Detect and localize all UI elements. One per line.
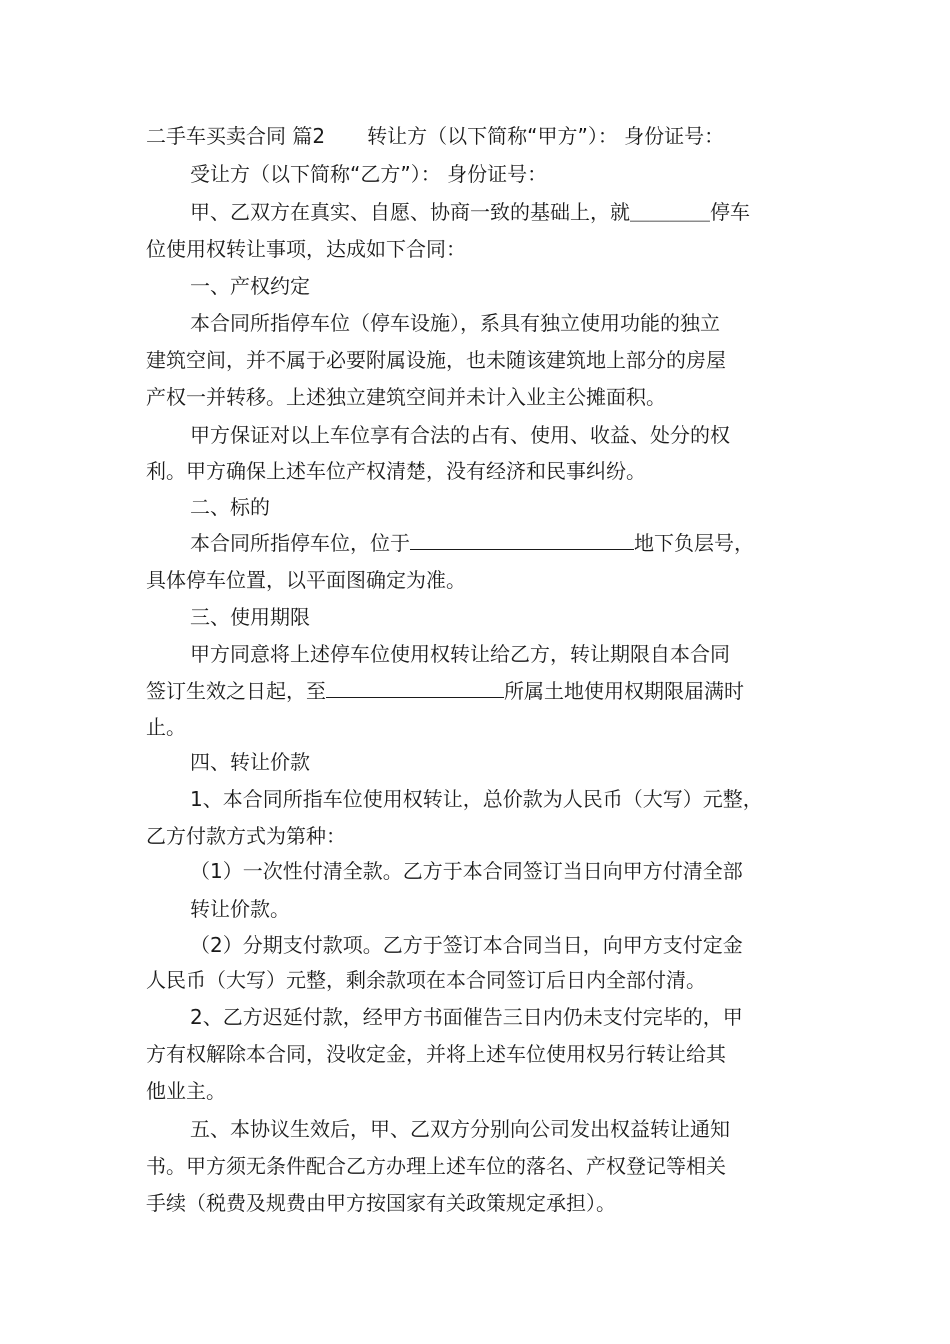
option-1-line: （1）一次性付清全款。乙方于本合同签订当日向甲方付清全部 [190,859,743,883]
section-2-text: 本合同所指停车位，位于 [190,531,410,555]
heading-line [146,122,724,150]
section-4-heading: 四、转让价款 [190,750,310,774]
section-3-text: 签订生效之日起，至 [146,679,326,703]
section-4-paragraph-2-line: 方有权解除本合同，没收定金，并将上述车位使用权另行转让给其 [146,1042,726,1066]
section-3-text-end: 所属土地使用权期限届满时 [504,679,744,703]
section-2-paragraph-line: 具体停车位置，以平面图确定为准。 [146,568,466,592]
section-2-text-end: 地下负层号， [634,531,754,555]
party-b-line: 受让方（以下简称“乙方”）： 身份证号： [190,162,548,186]
section-1-paragraph-2-line: 甲方保证对以上车位享有合法的占有、使用、收益、处分的权 [190,423,730,447]
option-2-line: （2）分期支付款项。乙方于签订本合同当日，向甲方支付定金 [190,933,743,957]
preamble-text: 甲、乙双方在真实、自愿、协商一致的基础上，就 [190,200,630,224]
party-a-line: 转让方（以下简称“甲方”）： 身份证号： [367,124,725,148]
section-5-line: 手续（税费及规费由甲方按国家有关政策规定承担）。 [146,1191,616,1215]
preamble-line-1 [190,198,750,226]
section-4-paragraph-2-line: 2、乙方迟延付款，经甲方书面催告三日内仍未支付完毕的，甲 [190,1005,743,1029]
section-1-paragraph-2-line: 利。甲方确保上述车位产权清楚，没有经济和民事纠纷。 [146,459,646,483]
option-1-line: 转让价款。 [190,897,290,921]
option-2-line: 人民币（大写）元整，剩余款项在本合同签订后日内全部付清。 [146,968,706,992]
section-4-paragraph-1-line: 1、本合同所指车位使用权转让，总价款为人民币（大写）元整， [190,787,763,811]
section-5-line: 书。甲方须无条件配合乙方办理上述车位的落名、产权登记等相关 [146,1154,726,1178]
section-1-paragraph-1-line: 产权一并转移。上述独立建筑空间并未计入业主公摊面积。 [146,385,666,409]
preamble-text-end: 停车 [710,200,750,224]
section-3-paragraph-line: 甲方同意将上述停车位使用权转让给乙方，转让期限自本合同 [190,642,730,666]
section-4-paragraph-1-line: 乙方付款方式为第种： [146,824,346,848]
section-1-heading: 一、产权约定 [190,274,310,298]
section-3-paragraph-line [146,677,744,705]
section-3-heading: 三、使用期限 [190,605,310,629]
location-blank [410,529,634,550]
preamble-blank: ＿＿＿＿ [630,200,710,224]
section-3-paragraph-line: 止。 [146,715,186,739]
section-1-paragraph-1-line: 本合同所指停车位（停车设施），系具有独立使用功能的独立 [190,311,720,335]
section-1-paragraph-1-line: 建筑空间，并不属于必要附属设施，也未随该建筑地上部分的房屋 [146,348,726,372]
section-4-paragraph-2-line: 他业主。 [146,1079,226,1103]
term-blank [326,677,504,698]
document-title: 二手车买卖合同 篇2 [146,124,326,148]
preamble-line-2: 位使用权转让事项，达成如下合同： [146,237,466,261]
section-2-paragraph-line [190,529,754,557]
section-5-line: 五、本协议生效后，甲、乙双方分别向公司发出权益转让通知 [190,1117,730,1141]
section-2-heading: 二、标的 [190,495,270,519]
